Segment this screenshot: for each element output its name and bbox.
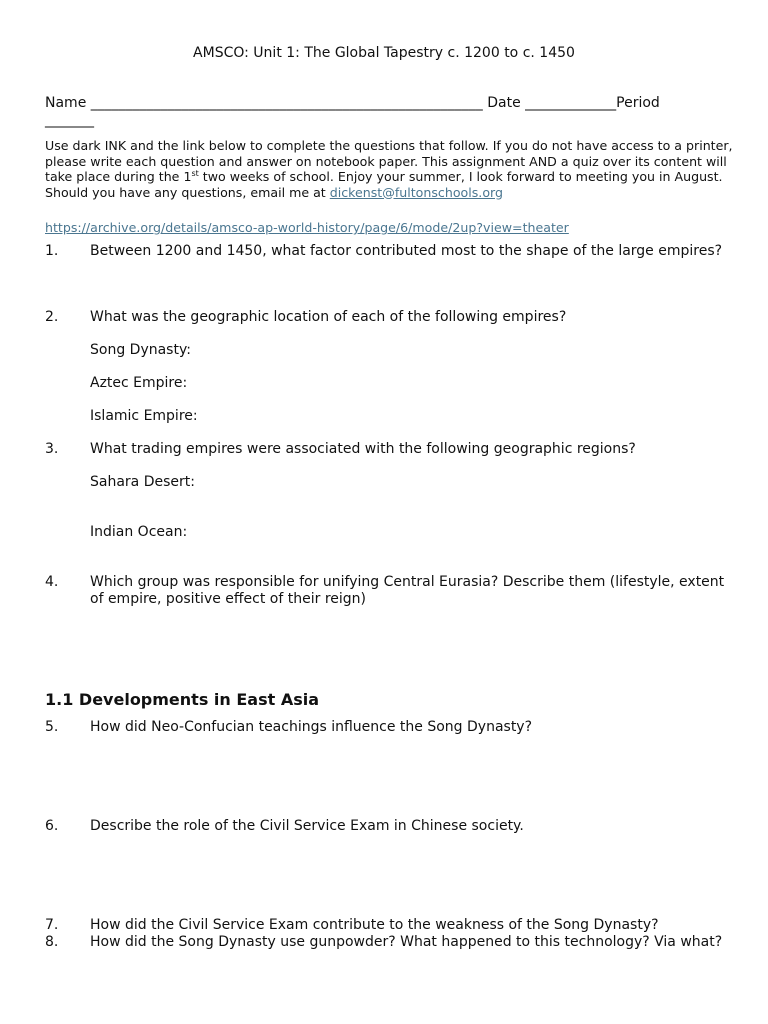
document-title: AMSCO: Unit 1: The Global Tapestry c. 1200 to c. 1450 bbox=[193, 45, 575, 61]
teacher-email-link[interactable]: dickenst@fultonschools.org bbox=[329, 184, 503, 200]
question-text: Between 1200 and 1450, what factor contributed most to the shape of the large empires? bbox=[90, 243, 723, 259]
question-number: 6. bbox=[45, 818, 59, 834]
date-label: Date bbox=[487, 95, 521, 111]
question-text: Which group was responsible for unifying Central Eurasia? Describe them (lifestyle, extent of empire, positive effect of their reign) bbox=[90, 574, 725, 607]
instructions-paragraph: Use dark INK and the link below to complete the questions that follow. If you do not have access to a printer, please write each question and answer on notebook paper. This assignment AND a quiz over its content will take place during the 1st two weeks of school. Enjoy your summer, I look forward to meeting you in August. Should you have any questions, email me at dickenst@fultonschools.org bbox=[45, 138, 733, 200]
date-blank: _____________ bbox=[525, 95, 617, 111]
sub-prompt: Sahara Desert: bbox=[90, 474, 195, 490]
reading-url-link[interactable]: https://archive.org/details/amsco-ap-world-history/page/6/mode/2up?view=theater bbox=[45, 220, 569, 235]
name-date-line bbox=[45, 95, 660, 111]
question-number: 4. bbox=[45, 574, 59, 590]
section-heading: 1.1 Developments in East Asia bbox=[45, 690, 320, 709]
question-text: How did the Civil Service Exam contribute to the weakness of the Song Dynasty? bbox=[90, 917, 659, 933]
name-label: Name bbox=[45, 95, 87, 111]
question-number: 2. bbox=[45, 309, 59, 325]
question-text: How did the Song Dynasty use gunpowder? What happened to this technology? Via what? bbox=[90, 934, 723, 950]
question-number: 8. bbox=[45, 934, 59, 950]
question-number: 5. bbox=[45, 719, 59, 735]
question-number: 3. bbox=[45, 441, 59, 457]
question-text: What was the geographic location of each of the following empires? bbox=[90, 309, 567, 325]
sub-prompt: Aztec Empire: bbox=[90, 375, 188, 391]
question-text: What trading empires were associated with the following geographic regions? bbox=[90, 441, 636, 457]
name-blank: ________________________________________________________ bbox=[90, 95, 483, 111]
question-text: How did Neo-Confucian teachings influence the Song Dynasty? bbox=[90, 719, 533, 735]
period-blank: _______ bbox=[45, 112, 94, 128]
question-number: 1. bbox=[45, 243, 59, 259]
question-text: Describe the role of the Civil Service Exam in Chinese society. bbox=[90, 818, 524, 834]
sub-prompt: Islamic Empire: bbox=[90, 408, 198, 424]
period-label: Period bbox=[616, 95, 660, 111]
sub-prompt: Indian Ocean: bbox=[90, 524, 188, 540]
question-number: 7. bbox=[45, 917, 59, 933]
sub-prompt: Song Dynasty: bbox=[90, 342, 191, 358]
